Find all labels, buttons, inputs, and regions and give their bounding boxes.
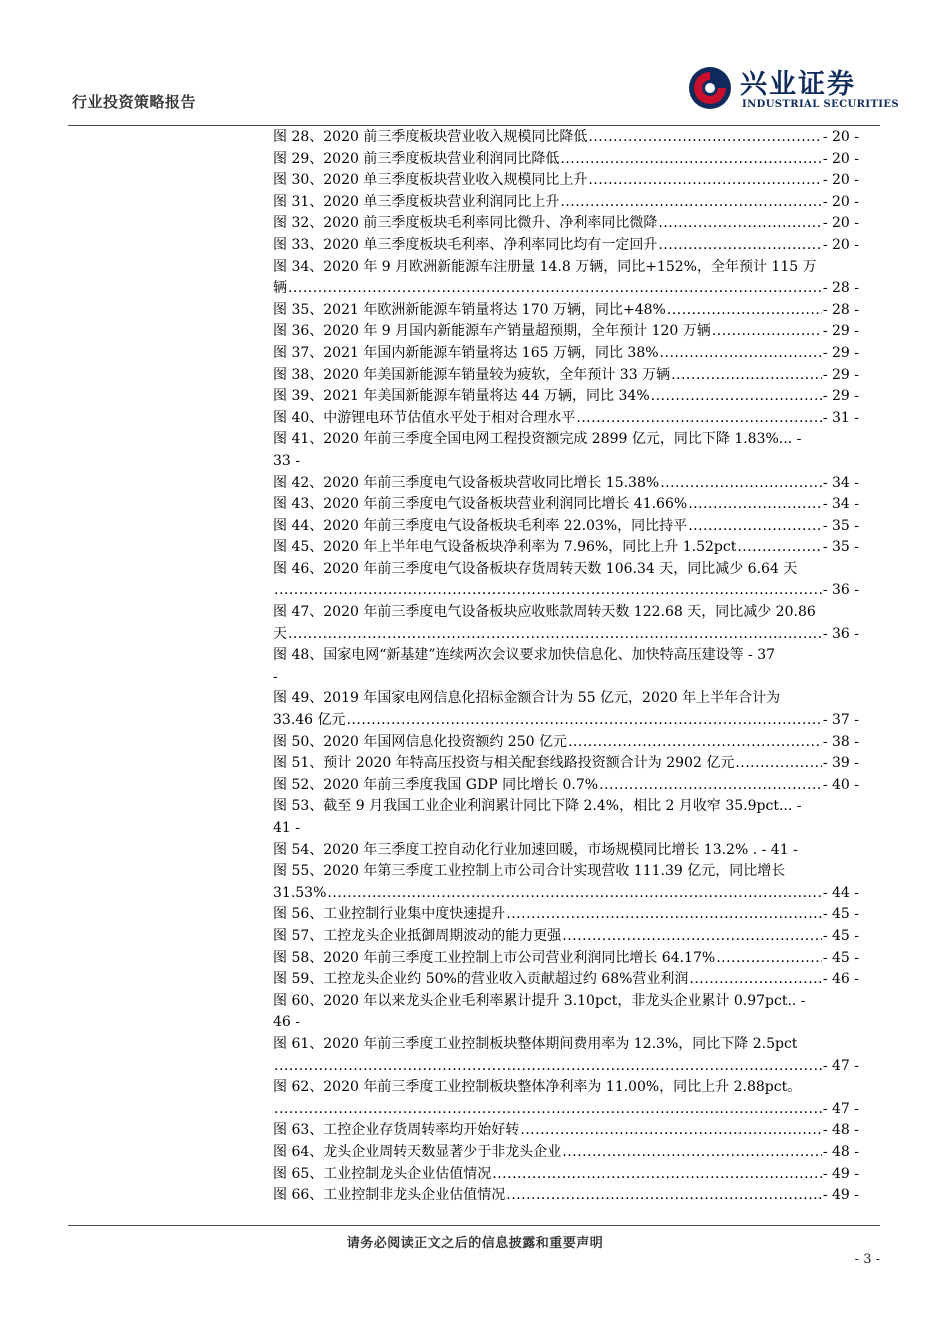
toc-line[interactable] bbox=[273, 365, 859, 387]
toc-entry-text: 图 48、国家电网“新基建”连续两次会议要求加快信息化、加快特高压建设等 - 37 bbox=[273, 647, 776, 664]
toc-entry-page: - 46 - bbox=[822, 971, 859, 988]
figure-list bbox=[273, 127, 859, 1207]
toc-entry-page: - 35 - bbox=[822, 539, 859, 556]
toc-entry-page: - 28 - bbox=[822, 301, 859, 318]
toc-entry-text: 图 46、2020 年前三季度电气设备板块存货周转天数 106.34 天，同比减少 6.64 天 bbox=[273, 560, 798, 577]
toc-entry-text: 图 65、工业控制龙头企业估值情况 bbox=[273, 1165, 492, 1182]
toc-entry-page: - 38 - bbox=[822, 733, 859, 750]
toc-line[interactable] bbox=[273, 516, 859, 538]
toc-line[interactable] bbox=[273, 840, 859, 862]
toc-entry-text: 图 40、中游锂电环节估值水平处于相对合理水平 bbox=[273, 409, 576, 426]
toc-line[interactable] bbox=[273, 408, 859, 430]
toc-entry-page: - 36 - bbox=[822, 582, 859, 599]
toc-entry-text: 图 29、2020 前三季度板块营业利润同比降低 bbox=[273, 150, 560, 167]
toc-entry-page: - 49 - bbox=[822, 1187, 859, 1204]
toc-entry-page: - 31 - bbox=[822, 409, 859, 426]
toc-entry-text: 图 52、2020 年前三季度我国 GDP 同比增长 0.7% bbox=[273, 776, 599, 793]
toc-leader-dots bbox=[274, 580, 822, 602]
toc-line[interactable] bbox=[273, 1012, 859, 1034]
toc-entry-text: 图 58、2020 年前三季度工业控制上市公司营业利润同比增长 64.17% bbox=[273, 949, 716, 966]
toc-entry-text: 图 39、2021 年美国新能源车销量将达 44 万辆，同比 34% bbox=[273, 388, 650, 405]
toc-entry-text: 图 60、2020 年以来龙头企业毛利率累计提升 3.10pct，非龙头企业累计 0.97pct.. - bbox=[273, 992, 806, 1009]
toc-line[interactable] bbox=[273, 149, 859, 171]
toc-entry-text: 图 49、2019 年国家电网信息化招标金额合计为 55 亿元，2020 年上半年合计为 bbox=[273, 690, 781, 707]
toc-leader-dots bbox=[658, 213, 821, 235]
toc-entry-page: - 20 - bbox=[822, 172, 859, 189]
toc-line[interactable] bbox=[273, 127, 859, 149]
toc-leader-dots bbox=[588, 127, 821, 149]
toc-line[interactable] bbox=[273, 1099, 859, 1121]
page-number: - 3 - bbox=[854, 1252, 880, 1267]
toc-leader-dots bbox=[288, 624, 822, 646]
toc-entry-text: 辆 bbox=[273, 280, 287, 297]
company-logo bbox=[688, 62, 900, 118]
toc-line[interactable] bbox=[273, 688, 859, 710]
toc-entry-page: - 20 - bbox=[822, 236, 859, 253]
toc-line[interactable] bbox=[273, 948, 859, 970]
toc-line[interactable] bbox=[273, 537, 859, 559]
toc-leader-dots bbox=[506, 1185, 822, 1207]
toc-entry-text: 图 45、2020 年上半年电气设备板块净利率为 7.96%，同比上升 1.52pct bbox=[273, 539, 737, 556]
toc-entry-text: 图 53、截至 9 月我国工业企业利润累计同比下降 2.4%，相比 2 月收窄 35.9pct... - bbox=[273, 798, 802, 815]
toc-entry-text: 天 bbox=[273, 625, 287, 642]
toc-leader-dots bbox=[506, 904, 822, 926]
toc-entry-page: - 44 - bbox=[822, 884, 859, 901]
toc-leader-dots bbox=[660, 343, 822, 365]
toc-line[interactable] bbox=[273, 473, 859, 495]
toc-line[interactable] bbox=[273, 1034, 859, 1056]
footer-divider bbox=[68, 1225, 880, 1226]
toc-entry-text: 图 41、2020 年前三季度全国电网工程投资额完成 2899 亿元，同比下降 1.83%... - bbox=[273, 431, 802, 448]
toc-leader-dots bbox=[560, 149, 821, 171]
toc-entry-text: 33 - bbox=[273, 452, 300, 469]
logo-english-name: INDUSTRIAL SECURITIES bbox=[742, 99, 900, 110]
toc-entry-text: 图 64、龙头企业周转天数显著少于非龙头企业 bbox=[273, 1143, 562, 1160]
toc-line[interactable] bbox=[273, 192, 859, 214]
toc-line[interactable] bbox=[273, 602, 859, 624]
toc-entry-page: - 29 - bbox=[822, 366, 859, 383]
toc-line[interactable] bbox=[273, 386, 859, 408]
toc-entry-text: 图 28、2020 前三季度板块营业收入规模同比降低 bbox=[273, 129, 588, 145]
toc-line[interactable] bbox=[273, 300, 859, 322]
toc-line[interactable] bbox=[273, 235, 859, 257]
toc-line[interactable] bbox=[273, 991, 859, 1013]
toc-leader-dots bbox=[492, 1164, 822, 1186]
toc-leader-dots bbox=[562, 926, 822, 948]
toc-entry-page: - 49 - bbox=[822, 1165, 859, 1182]
toc-entry-page: - 29 - bbox=[822, 388, 859, 405]
toc-entry-page: - 47 - bbox=[822, 1100, 859, 1117]
toc-leader-dots bbox=[599, 775, 822, 797]
toc-line[interactable] bbox=[273, 796, 859, 818]
toc-entry-page: - 35 - bbox=[822, 517, 859, 534]
report-type-title: 行业投资策略报告 bbox=[72, 93, 197, 111]
toc-leader-dots bbox=[737, 537, 821, 559]
toc-leader-dots bbox=[576, 408, 822, 430]
toc-leader-dots bbox=[735, 753, 821, 775]
toc-entry-page: - 29 - bbox=[822, 344, 859, 361]
toc-line[interactable] bbox=[273, 710, 859, 732]
toc-entry-text: 41 - bbox=[273, 820, 300, 836]
toc-line[interactable] bbox=[273, 645, 859, 667]
toc-entry-text: 图 43、2020 年前三季度电气设备板块营业利润同比增长 41.66% bbox=[273, 496, 688, 513]
toc-leader-dots bbox=[327, 883, 821, 905]
toc-entry-text: 图 44、2020 年前三季度电气设备板块毛利率 22.03%，同比持平 bbox=[273, 517, 688, 534]
toc-line[interactable] bbox=[273, 732, 859, 754]
toc-entry-text: 图 42、2020 年前三季度电气设备板块营收同比增长 15.38% bbox=[273, 474, 660, 491]
toc-leader-dots bbox=[688, 494, 822, 516]
toc-leader-dots bbox=[588, 170, 821, 192]
toc-entry-page: - 20 - bbox=[822, 215, 859, 232]
toc-line[interactable] bbox=[273, 969, 859, 991]
toc-entry-page: - 20 - bbox=[822, 129, 859, 145]
toc-line[interactable] bbox=[273, 1185, 859, 1207]
toc-line[interactable] bbox=[273, 1056, 859, 1078]
toc-entry-page: - 45 - bbox=[822, 927, 859, 944]
toc-line[interactable] bbox=[273, 580, 859, 602]
toc-entry-page: - 45 - bbox=[822, 906, 859, 923]
toc-line[interactable] bbox=[273, 904, 859, 926]
toc-leader-dots bbox=[274, 1099, 822, 1121]
toc-line[interactable] bbox=[273, 775, 859, 797]
toc-entry-page: - 48 - bbox=[822, 1122, 859, 1139]
toc-line[interactable] bbox=[273, 494, 859, 516]
toc-entry-text: 图 34、2020 年 9 月欧洲新能源车注册量 14.8 万辆，同比+152%，全年预计 115 万 bbox=[273, 258, 817, 275]
toc-entry-text: 图 50、2020 年国网信息化投资额约 250 亿元 bbox=[273, 733, 567, 750]
toc-line[interactable] bbox=[273, 170, 859, 192]
toc-leader-dots bbox=[347, 710, 822, 732]
toc-entry-text: 图 30、2020 单三季度板块营业收入规模同比上升 bbox=[273, 172, 588, 189]
toc-entry-text: 图 59、工控龙头企业约 50%的营业收入贡献超过约 68%营业利润 bbox=[273, 971, 689, 988]
toc-leader-dots bbox=[667, 300, 822, 322]
toc-entry-page: - 48 - bbox=[822, 1143, 859, 1160]
toc-line[interactable] bbox=[273, 213, 859, 235]
industrial-securities-logo-icon bbox=[688, 66, 732, 110]
toc-entry-text: 图 55、2020 年第三季度工业控制上市公司合计实现营收 111.39 亿元，同比增长 bbox=[273, 863, 786, 880]
toc-entry-page: - 34 - bbox=[822, 496, 859, 513]
toc-line[interactable] bbox=[273, 818, 859, 840]
toc-entry-page: - 20 - bbox=[822, 150, 859, 167]
toc-entry-text: 图 61、2020 年前三季度工业控制板块整体期间费用率为 12.3%，同比下降 2.5pct bbox=[273, 1035, 798, 1052]
toc-line[interactable] bbox=[273, 1077, 859, 1099]
toc-leader-dots bbox=[520, 1120, 822, 1142]
toc-leader-dots bbox=[716, 948, 822, 970]
toc-entry-page: - 34 - bbox=[822, 474, 859, 491]
toc-leader-dots bbox=[288, 278, 822, 300]
toc-entry-page: - 28 - bbox=[822, 280, 859, 297]
toc-entry-page: - 29 - bbox=[822, 323, 859, 340]
toc-line[interactable] bbox=[273, 926, 859, 948]
toc-entry-text: 图 33、2020 单三季度板块毛利率、净利率同比均有一定回升 bbox=[273, 236, 658, 253]
toc-line[interactable] bbox=[273, 1164, 859, 1186]
toc-line[interactable] bbox=[273, 451, 859, 473]
toc-leader-dots bbox=[689, 969, 821, 991]
toc-entry-page: - 40 - bbox=[822, 776, 859, 793]
toc-leader-dots bbox=[671, 365, 822, 387]
toc-entry-text: - bbox=[273, 668, 278, 685]
toc-line[interactable] bbox=[273, 624, 859, 646]
toc-entry-page: - 39 - bbox=[822, 755, 859, 772]
disclaimer-note: 请务必阅读正文之后的信息披露和重要声明 bbox=[346, 1236, 604, 1251]
toc-line[interactable] bbox=[273, 278, 859, 300]
toc-leader-dots bbox=[274, 1056, 822, 1078]
toc-entry-text: 图 31、2020 单三季度板块营业利润同比上升 bbox=[273, 193, 560, 210]
toc-entry-text: 图 63、工控企业存货周转率均开始好转 bbox=[273, 1122, 520, 1139]
toc-entry-page: - 20 - bbox=[822, 193, 859, 210]
toc-leader-dots bbox=[660, 473, 822, 495]
toc-entry-text: 图 38、2020 年美国新能源车销量较为疲软，全年预计 33 万辆 bbox=[273, 366, 671, 383]
toc-leader-dots bbox=[562, 1142, 822, 1164]
toc-entry-text: 图 66、工业控制非龙头企业估值情况 bbox=[273, 1187, 506, 1204]
toc-leader-dots bbox=[568, 732, 822, 754]
toc-line[interactable] bbox=[273, 1120, 859, 1142]
toc-entry-text: 33.46 亿元 bbox=[273, 712, 346, 729]
toc-line[interactable] bbox=[273, 861, 859, 883]
toc-line[interactable] bbox=[273, 1142, 859, 1164]
toc-leader-dots bbox=[658, 235, 821, 257]
toc-entry-text: 图 37、2021 年国内新能源车销量将达 165 万辆，同比 38% bbox=[273, 344, 659, 361]
toc-entry-text: 图 54、2020 年三季度工控自动化行业加速回暖，市场规模同比增长 13.2% . - 41 - bbox=[273, 841, 798, 858]
toc-entry-page: - 36 - bbox=[822, 625, 859, 642]
toc-leader-dots bbox=[712, 321, 822, 343]
header-divider bbox=[68, 125, 880, 126]
toc-entry-text: 图 62、2020 年前三季度工业控制板块整体净利率为 11.00%，同比上升 2.88pct。 bbox=[273, 1079, 802, 1096]
toc-line[interactable] bbox=[273, 257, 859, 279]
toc-line[interactable] bbox=[273, 343, 859, 365]
toc-line[interactable] bbox=[273, 667, 859, 689]
toc-entry-text: 图 47、2020 年前三季度电气设备板块应收账款周转天数 122.68 天，同比减少 20.86 bbox=[273, 604, 816, 621]
toc-leader-dots bbox=[651, 386, 822, 408]
toc-entry-text: 31.53% bbox=[273, 884, 327, 901]
toc-entry-page: - 47 - bbox=[822, 1057, 859, 1074]
toc-entry-text: 图 57、工控龙头企业抵御周期波动的能力更强 bbox=[273, 927, 562, 944]
toc-entry-text: 46 - bbox=[273, 1014, 300, 1031]
toc-entry-page: - 45 - bbox=[822, 949, 859, 966]
toc-entry-page: - 37 - bbox=[822, 712, 859, 729]
toc-line[interactable] bbox=[273, 429, 859, 451]
toc-line[interactable] bbox=[273, 883, 859, 905]
logo-chinese-name: 兴业证券 bbox=[740, 69, 856, 100]
toc-entry-text: 图 36、2020 年 9 月国内新能源车产销量超预期，全年预计 120 万辆 bbox=[273, 323, 711, 340]
toc-leader-dots bbox=[560, 192, 821, 214]
toc-entry-text: 图 32、2020 前三季度板块毛利率同比微升、净利率同比微降 bbox=[273, 215, 658, 232]
toc-leader-dots bbox=[688, 516, 822, 538]
toc-entry-text: 图 51、预计 2020 年特高压投资与相关配套线路投资额合计为 2902 亿元 bbox=[273, 755, 735, 772]
toc-line[interactable] bbox=[273, 753, 859, 775]
toc-line[interactable] bbox=[273, 559, 859, 581]
toc-entry-text: 图 56、工业控制行业集中度快速提升 bbox=[273, 906, 506, 923]
toc-line[interactable] bbox=[273, 321, 859, 343]
toc-entry-text: 图 35、2021 年欧洲新能源车销量将达 170 万辆，同比+48% bbox=[273, 301, 666, 318]
